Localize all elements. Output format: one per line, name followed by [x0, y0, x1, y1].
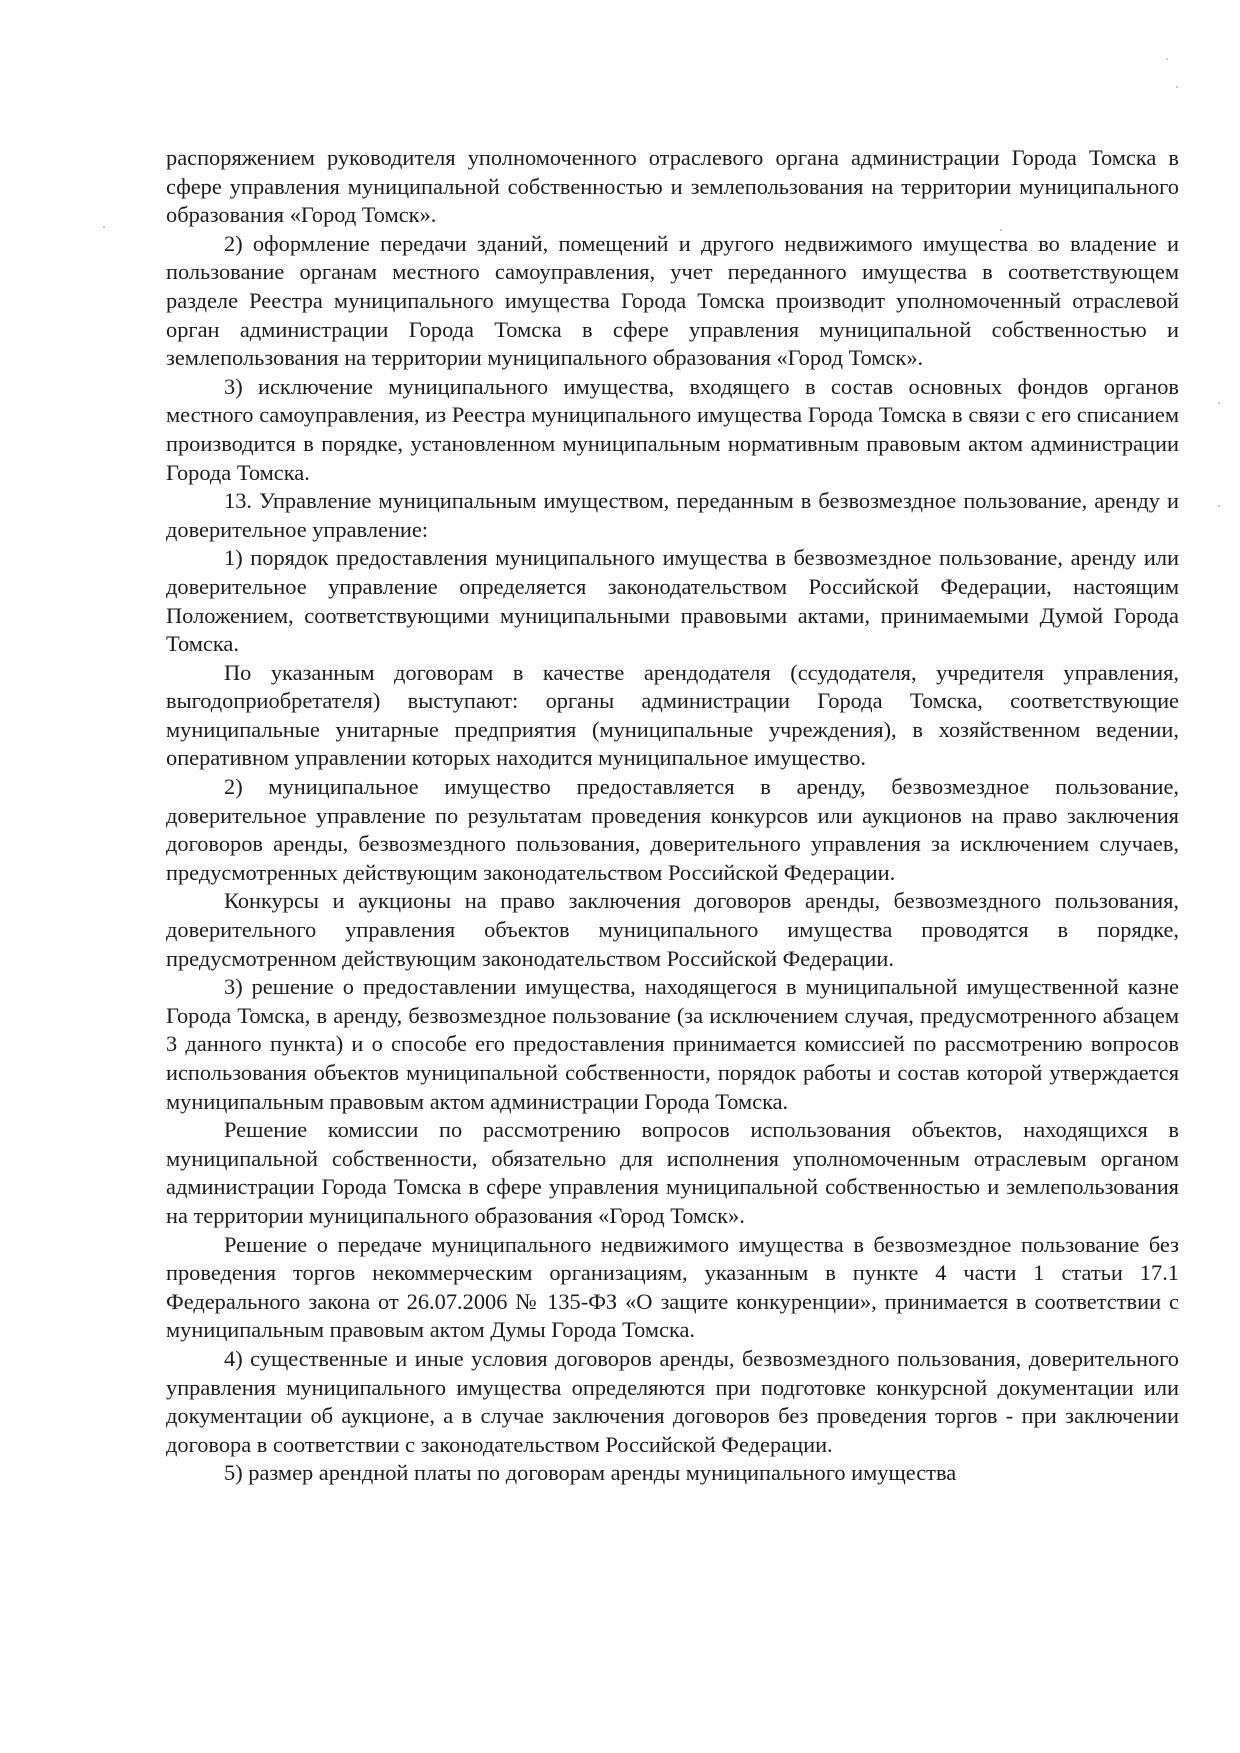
paragraph-section-13: 13. Управление муниципальным имуществом, переданным в безвозмездное пользование, аренду и доверительное управление: — [166, 488, 1179, 542]
scan-speck — [1218, 505, 1220, 507]
scan-speck — [1176, 86, 1178, 88]
scan-speck — [103, 226, 105, 228]
document-body — [166, 144, 1179, 1488]
paragraph-13-item-2-auctions: Конкурсы и аукционы на право заключения договоров аренды, безвозмездного пользования, доверительного управления объектов муниципального имущества проводятся в порядке, предусмотренном действующим законодательством Российской Федерации. — [166, 888, 1179, 971]
paragraph-13-item-2: 2) муниципальное имущество предоставляется в аренду, безвозмездное пользование, доверительное управление по результатам проведения конкурсов или аукционов на право заключения договоров аренды, безвозмездного пользования, доверительного управления за исключением случаев, предусмотренных действующим законодательством Российской Федерации. — [166, 774, 1179, 885]
paragraph-13-item-3-commission: Решение комиссии по рассмотрению вопросов использования объектов, находящихся в муниципальной собственности, обязательно для исполнения уполномоченным отраслевым органом администрации Города Томска в сфере управления муниципальной собственностью и землепользования на территории муниципального образования «Город Томск». — [166, 1117, 1179, 1228]
scan-speck — [1166, 58, 1168, 60]
paragraph-item-3-exclusion: 3) исключение муниципального имущества, входящего в состав основных фондов органов местного самоуправления, из Реестра муниципального имущества Города Томска в связи с его списанием производится в порядке, установленном муниципальным нормативным правовым актом администрации Города Томска. — [166, 373, 1179, 485]
paragraph-13-item-3-nonprofit: Решение о передаче муниципального недвижимого имущества в безвозмездное пользование без проведения торгов некоммерческим организациям, указанным в пункте 4 части 1 статьи 17.1 Федерального закона от 26.07.2006 № 135-ФЗ «О защите конкуренции», принимается в соответствии с муниципальным правовым актом Думы Города Томска. — [166, 1231, 1179, 1343]
paragraph-13-item-5: 5) размер арендной платы по договорам аренды муниципального имущества — [224, 1460, 957, 1486]
paragraph-13-item-4: 4) существенные и иные условия договоров аренды, безвозмездного пользования, доверительного управления муниципального имущества определяются при подготовке конкурсной документации или документации об аукционе, а в случае заключения договоров без проведения торгов - при заключении договора в соответствии с законодательством Российской Федерации. — [166, 1345, 1179, 1457]
paragraph-13-item-3: 3) решение о предоставлении имущества, находящегося в муниципальной имущественной казне Города Томска, в аренду, безвозмездное пользование (за исключением случая, предусмотренного абзацем 3 данного пункта) и о способе его предоставления принимается комиссией по рассмотрению вопросов использования объектов муниципальной собственности, порядок работы и состав которой утверждается муниципальным правовым актом администрации Города Томска. — [166, 974, 1179, 1114]
paragraph-continuation: распоряжением руководителя уполномоченного отраслевого органа администрации Города Томска в сфере управления муниципальной собственностью и землепользования на территории муниципального образования «Город Томск». — [166, 145, 1179, 228]
scan-speck — [1000, 229, 1002, 231]
paragraph-item-2-transfer: 2) оформление передачи зданий, помещений и другого недвижимого имущества во владение и пользование органам местного самоуправления, учет переданного имущества в соответствующем разделе Реестра муниципального имущества Города Томска производит уполномоченный отраслевой орган администрации Города Томска в сфере управления муниципальной собственностью и землепользования на территории муниципального образования «Город Томск». — [166, 230, 1179, 371]
paragraph-13-item-1-lessor: По указанным договорам в качестве арендодателя (ссудодателя, учредителя управления, выгодоприобретателя) выступают: органы администрации Города Томска, соответствующие муниципальные унитарные предприятия (муниципальные учреждения), в хозяйственном ведении, оперативном управлении которых находится муниципальное имущество. — [166, 659, 1179, 771]
paragraph-13-item-1: 1) порядок предоставления муниципального имущества в безвозмездное пользование, аренду или доверительное управление определяется законодательством Российской Федерации, настоящим Положением, соответствующими муниципальными правовыми актами, принимаемыми Думой Города Томска. — [166, 545, 1179, 657]
scan-speck — [1218, 402, 1220, 404]
